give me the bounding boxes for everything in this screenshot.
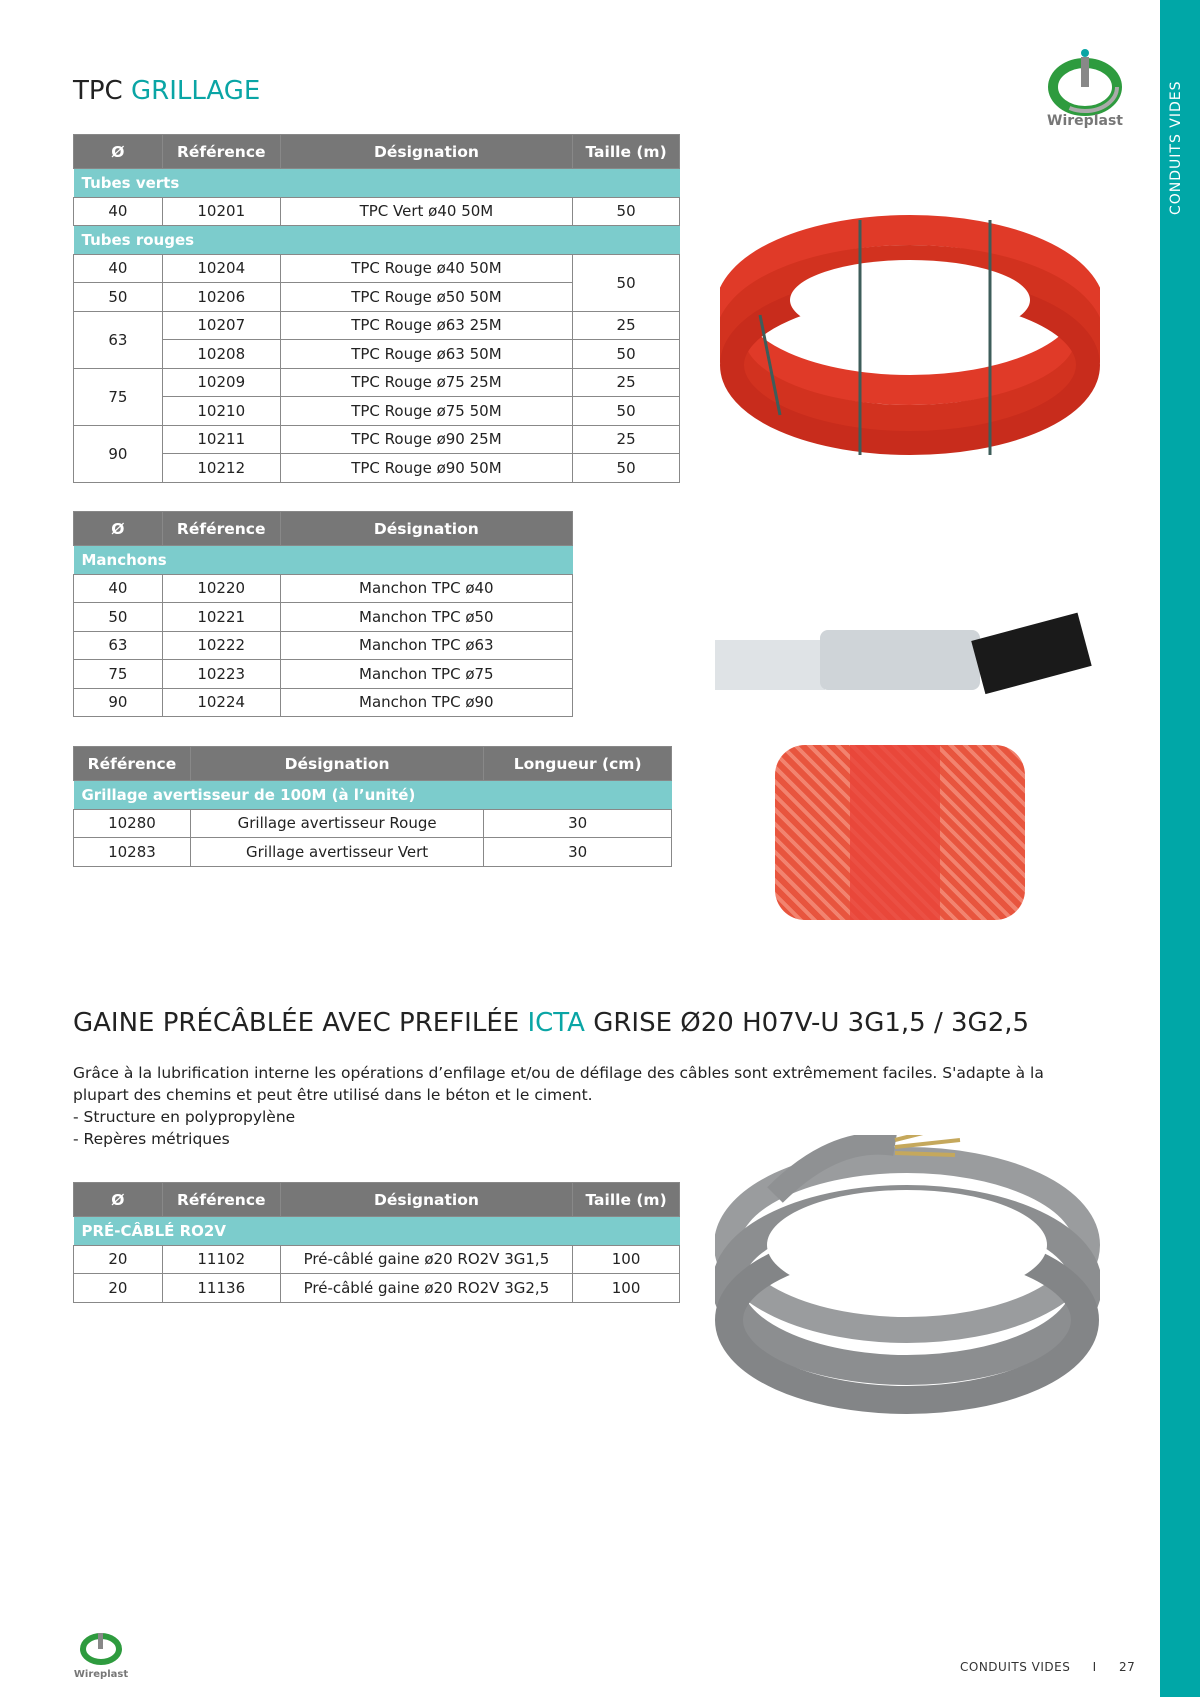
table-cell: TPC Rouge ø90 50M bbox=[280, 454, 572, 483]
column-header: Ø bbox=[74, 512, 163, 546]
table-cell: TPC Rouge ø90 25M bbox=[280, 425, 572, 454]
tpc-table bbox=[73, 134, 680, 483]
table-cell: 40 bbox=[74, 254, 163, 283]
column-header: Ø bbox=[74, 135, 163, 169]
table-cell: 50 bbox=[573, 197, 680, 226]
table-row bbox=[74, 340, 680, 369]
table-cell: 10220 bbox=[162, 574, 280, 603]
table-cell: 100 bbox=[573, 1274, 680, 1303]
table-cell: 10208 bbox=[162, 340, 280, 369]
table-row bbox=[74, 660, 573, 689]
table-cell: TPC Rouge ø63 25M bbox=[280, 311, 572, 340]
table-row bbox=[74, 135, 680, 169]
table-cell: 20 bbox=[74, 1274, 163, 1303]
svg-text:Wireplast: Wireplast bbox=[73, 1669, 129, 1680]
table-cell: Manchon TPC ø50 bbox=[280, 603, 572, 632]
table-row bbox=[74, 397, 680, 426]
table-cell: 63 bbox=[74, 631, 163, 660]
table-cell: 10201 bbox=[162, 197, 280, 226]
column-header: Taille (m) bbox=[573, 1183, 680, 1217]
table-cell: 10212 bbox=[162, 454, 280, 483]
sleeve-image bbox=[715, 595, 1105, 695]
table-row bbox=[74, 631, 573, 660]
paragraph: - Structure en polypropylène bbox=[73, 1108, 296, 1126]
table-cell: 40 bbox=[74, 197, 163, 226]
table-cell: 11102 bbox=[162, 1245, 280, 1274]
svg-text:Wireplast: Wireplast bbox=[1047, 113, 1123, 129]
table-cell: TPC Rouge ø75 25M bbox=[280, 368, 572, 397]
table-cell: Manchon TPC ø63 bbox=[280, 631, 572, 660]
table-cell: TPC Rouge ø75 50M bbox=[280, 397, 572, 426]
column-header: Désignation bbox=[280, 512, 572, 546]
footer-separator: I bbox=[1092, 1660, 1097, 1674]
table-cell: 20 bbox=[74, 1245, 163, 1274]
table-cell: 10221 bbox=[162, 603, 280, 632]
table-row bbox=[74, 1217, 680, 1246]
table-row bbox=[74, 688, 573, 717]
warning-mesh-image bbox=[775, 745, 1025, 920]
table-cell: 75 bbox=[74, 660, 163, 689]
grey-precabled-coil-image bbox=[715, 1135, 1100, 1415]
table-cell: Manchons bbox=[74, 546, 573, 575]
table-row bbox=[74, 169, 680, 198]
table-cell: TPC Vert ø40 50M bbox=[280, 197, 572, 226]
table-cell: Tubes rouges bbox=[74, 226, 680, 255]
table-cell: 63 bbox=[74, 311, 163, 368]
column-header: Désignation bbox=[280, 1183, 572, 1217]
table-cell: Tubes verts bbox=[74, 169, 680, 198]
grillage-table bbox=[73, 746, 672, 867]
table-cell: 10209 bbox=[162, 368, 280, 397]
column-header: Référence bbox=[162, 1183, 280, 1217]
table-cell: 25 bbox=[573, 425, 680, 454]
section-title-tpc: TPC GRILLAGE bbox=[73, 76, 261, 106]
table-cell: Pré-câblé gaine ø20 RO2V 3G2,5 bbox=[280, 1274, 572, 1303]
table-cell: Pré-câblé gaine ø20 RO2V 3G1,5 bbox=[280, 1245, 572, 1274]
table-cell: 10211 bbox=[162, 425, 280, 454]
table-cell: 10222 bbox=[162, 631, 280, 660]
table-cell: 50 bbox=[573, 254, 680, 311]
table-cell: 40 bbox=[74, 574, 163, 603]
page-number: 27 bbox=[1119, 1660, 1136, 1674]
paragraph: - Repères métriques bbox=[73, 1130, 230, 1148]
brand-logo bbox=[1040, 45, 1130, 135]
column-header: Référence bbox=[162, 512, 280, 546]
table-cell: TPC Rouge ø63 50M bbox=[280, 340, 572, 369]
column-header: Taille (m) bbox=[573, 135, 680, 169]
table-cell: Grillage avertisseur Vert bbox=[190, 838, 483, 867]
column-header: Désignation bbox=[190, 747, 483, 781]
table-cell: 50 bbox=[573, 340, 680, 369]
table-row bbox=[74, 781, 672, 810]
table-cell: Manchon TPC ø40 bbox=[280, 574, 572, 603]
sidebar-band bbox=[1160, 0, 1200, 1697]
table-cell: 10207 bbox=[162, 311, 280, 340]
footer-section: CONDUITS VIDES bbox=[960, 1660, 1071, 1674]
table-row bbox=[74, 809, 672, 838]
table-cell: 10223 bbox=[162, 660, 280, 689]
table-row bbox=[74, 425, 680, 454]
table-cell: 50 bbox=[573, 454, 680, 483]
table-cell: 10224 bbox=[162, 688, 280, 717]
column-header: Référence bbox=[162, 135, 280, 169]
table-cell: 10210 bbox=[162, 397, 280, 426]
table-cell: TPC Rouge ø50 50M bbox=[280, 283, 572, 312]
table-row bbox=[74, 226, 680, 255]
table-row bbox=[74, 454, 680, 483]
footer-logo bbox=[70, 1625, 132, 1680]
table-cell: Manchon TPC ø75 bbox=[280, 660, 572, 689]
table-cell: Manchon TPC ø90 bbox=[280, 688, 572, 717]
column-header: Désignation bbox=[280, 135, 572, 169]
column-header: Ø bbox=[74, 1183, 163, 1217]
table-cell: 90 bbox=[74, 688, 163, 717]
table-row bbox=[74, 546, 573, 575]
table-row bbox=[74, 1245, 680, 1274]
manchons-table bbox=[73, 511, 573, 717]
table-row bbox=[74, 197, 680, 226]
column-header: Longueur (cm) bbox=[484, 747, 672, 781]
footer bbox=[960, 1660, 1135, 1674]
table-cell: 50 bbox=[573, 397, 680, 426]
column-header: Référence bbox=[74, 747, 191, 781]
table-cell: 25 bbox=[573, 368, 680, 397]
table-cell: 30 bbox=[484, 809, 672, 838]
red-tpc-coil-image bbox=[720, 215, 1100, 465]
table-cell: 25 bbox=[573, 311, 680, 340]
table-cell: 50 bbox=[74, 283, 163, 312]
table-row bbox=[74, 1183, 680, 1217]
table-cell: 30 bbox=[484, 838, 672, 867]
table-cell: 90 bbox=[74, 425, 163, 482]
table-row bbox=[74, 311, 680, 340]
table-row bbox=[74, 1274, 680, 1303]
table-row bbox=[74, 838, 672, 867]
table-row bbox=[74, 368, 680, 397]
table-cell: 11136 bbox=[162, 1274, 280, 1303]
table-row bbox=[74, 574, 573, 603]
table-row bbox=[74, 603, 573, 632]
section-title-gaine: GAINE PRÉCÂBLÉE AVEC PREFILÉE ICTA GRISE Ø20 H07V-U 3G1,5 / 3G2,5 bbox=[73, 1008, 1030, 1038]
table-cell: Grillage avertisseur Rouge bbox=[190, 809, 483, 838]
table-cell: 75 bbox=[74, 368, 163, 425]
table-cell: 10280 bbox=[74, 809, 191, 838]
table-cell: 100 bbox=[573, 1245, 680, 1274]
table-cell: 10283 bbox=[74, 838, 191, 867]
table-row bbox=[74, 254, 680, 283]
paragraph: Grâce à la lubrification interne les opérations d’enfilage et/ou de défilage des câbles sont extrêmement faciles. S'adapte à la plupart des chemins et peut être utilisé dans le béton et le ciment. bbox=[73, 1064, 1044, 1104]
table-cell: 10206 bbox=[162, 283, 280, 312]
sidebar-label: CONDUITS VIDES bbox=[1168, 80, 1184, 215]
table-row bbox=[74, 747, 672, 781]
table-cell: 50 bbox=[74, 603, 163, 632]
table-cell: PRÉ-CÂBLÉ RO2V bbox=[74, 1217, 680, 1246]
gaine-description bbox=[73, 1062, 1083, 1150]
table-row bbox=[74, 512, 573, 546]
table-cell: TPC Rouge ø40 50M bbox=[280, 254, 572, 283]
table-cell: Grillage avertisseur de 100M (à l’unité) bbox=[74, 781, 672, 810]
table-cell: 10204 bbox=[162, 254, 280, 283]
precable-table bbox=[73, 1182, 680, 1303]
